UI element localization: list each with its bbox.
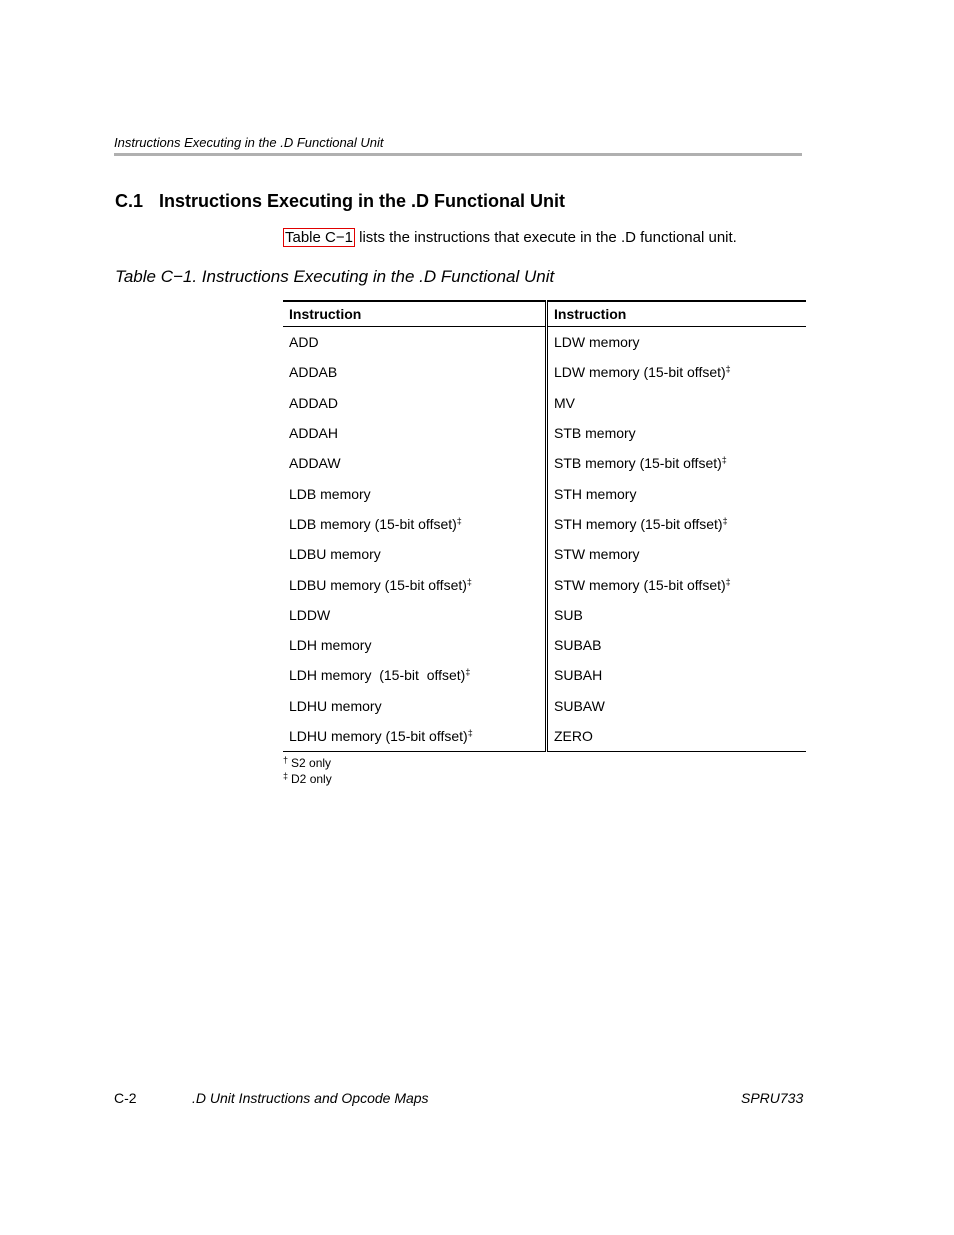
table-row (283, 691, 806, 721)
table-cell (283, 509, 547, 539)
instruction-name: LDH memory (289, 637, 372, 654)
column-header: Instruction (547, 301, 807, 327)
footnote-text: D2 only (291, 772, 332, 786)
instruction-table (283, 300, 806, 752)
table-cell (283, 721, 547, 752)
instruction-name: STW memory (15-bit offset) (554, 576, 726, 593)
table-cell (283, 600, 547, 630)
instruction-name: LDB memory (289, 485, 371, 502)
instruction-name: MV (554, 394, 575, 411)
table-cell (283, 388, 547, 418)
footnote-text: S2 only (291, 756, 332, 770)
column-header: Instruction (283, 301, 547, 327)
chapter-title: .D Unit Instructions and Opcode Maps (192, 1090, 429, 1106)
table-cell (547, 600, 807, 630)
footnote-mark: ‡ (725, 576, 731, 587)
table-cell (283, 539, 547, 569)
table-row (283, 357, 806, 387)
footnote-mark: ‡ (466, 576, 472, 587)
footnote-mark: † (283, 755, 289, 765)
instruction-name: LDHU memory (15-bit offset) (289, 728, 468, 744)
instruction-name: ADDAD (289, 394, 339, 411)
table-cell (547, 509, 807, 539)
table-row (283, 630, 806, 660)
table-body (283, 327, 806, 752)
instruction-name: STH memory (15-bit offset) (554, 515, 723, 532)
instruction-name: STH memory (554, 485, 637, 502)
instruction-name: LDHU memory (289, 697, 382, 714)
table-header-row (283, 301, 806, 327)
table-row (283, 539, 806, 569)
instruction-name: LDBU memory (15-bit offset) (289, 576, 467, 593)
instruction-name: LDBU memory (289, 546, 381, 563)
footnote-mark: ‡ (467, 728, 473, 738)
table-row (283, 600, 806, 630)
instruction-name: ADDAH (289, 425, 339, 442)
table-caption: Table C−1. Instructions Executing in the .D Functional Unit (115, 267, 555, 286)
table-cell (547, 357, 807, 387)
instruction-name: LDH memory (15-bit offset) (289, 667, 466, 684)
instruction-name: ADD (289, 334, 319, 351)
instruction-name: LDW memory (15-bit offset) (554, 364, 726, 381)
instruction-name: LDB memory (15-bit offset) (289, 515, 457, 532)
table-row (283, 418, 806, 448)
footnote (283, 771, 332, 787)
table-cell (547, 630, 807, 660)
running-header: Instructions Executing in the .D Functional Unit (114, 135, 384, 150)
intro-text: lists the instructions that execute in the .D functional unit. (354, 229, 737, 246)
table-cell (283, 327, 547, 358)
section-heading (115, 191, 565, 212)
instruction-name: ZERO (554, 728, 593, 744)
table-cell (547, 721, 807, 752)
instruction-name: LDDW (289, 606, 331, 623)
table-cell (283, 448, 547, 478)
table-row (283, 327, 806, 358)
table-cell (547, 569, 807, 599)
instruction-name: ADDAB (289, 364, 338, 381)
table-cell (547, 448, 807, 478)
table-row (283, 478, 806, 508)
table-cell (547, 327, 807, 358)
header-rule (114, 153, 802, 156)
instruction-name: LDW memory (554, 334, 640, 351)
footnote-mark: ‡ (465, 667, 471, 678)
instruction-name: SUBAW (554, 697, 605, 714)
table-cell (547, 418, 807, 448)
table-cell (547, 539, 807, 569)
table-row (283, 569, 806, 599)
section-title: Instructions Executing in the .D Functional Unit (159, 191, 566, 211)
table-footnotes (283, 755, 332, 787)
intro-paragraph (283, 229, 737, 246)
footnote-mark: ‡ (725, 364, 731, 375)
instruction-name: SUB (554, 606, 583, 623)
page-number: C-2 (114, 1090, 137, 1106)
table-cell (283, 660, 547, 690)
table-cross-reference-link[interactable]: Table C−1 (285, 229, 353, 246)
table-row (283, 509, 806, 539)
table-cell (283, 478, 547, 508)
table-cell (283, 630, 547, 660)
footnote (283, 755, 332, 771)
instruction-name: SUBAH (554, 667, 603, 684)
footnote-mark: ‡ (721, 455, 727, 466)
section-number: C.1 (115, 191, 144, 211)
instruction-name: STB memory (554, 425, 636, 442)
table-cell (283, 418, 547, 448)
table-row (283, 660, 806, 690)
instruction-name: SUBAB (554, 637, 602, 654)
table-cell (547, 660, 807, 690)
table-cell (283, 691, 547, 721)
footnote-mark: ‡ (283, 771, 289, 781)
document-id: SPRU733 (741, 1090, 804, 1106)
table-row (283, 721, 806, 752)
instruction-name: ADDAW (289, 455, 341, 472)
table-cell (547, 388, 807, 418)
table-cell (547, 691, 807, 721)
table-cell (283, 357, 547, 387)
instruction-name: STW memory (554, 546, 640, 563)
footnote-mark: ‡ (456, 515, 462, 526)
footnote-mark: ‡ (722, 515, 728, 526)
table-row (283, 448, 806, 478)
instruction-name: STB memory (15-bit offset) (554, 455, 722, 472)
table-row (283, 388, 806, 418)
table-cell (547, 478, 807, 508)
table-cell (283, 569, 547, 599)
